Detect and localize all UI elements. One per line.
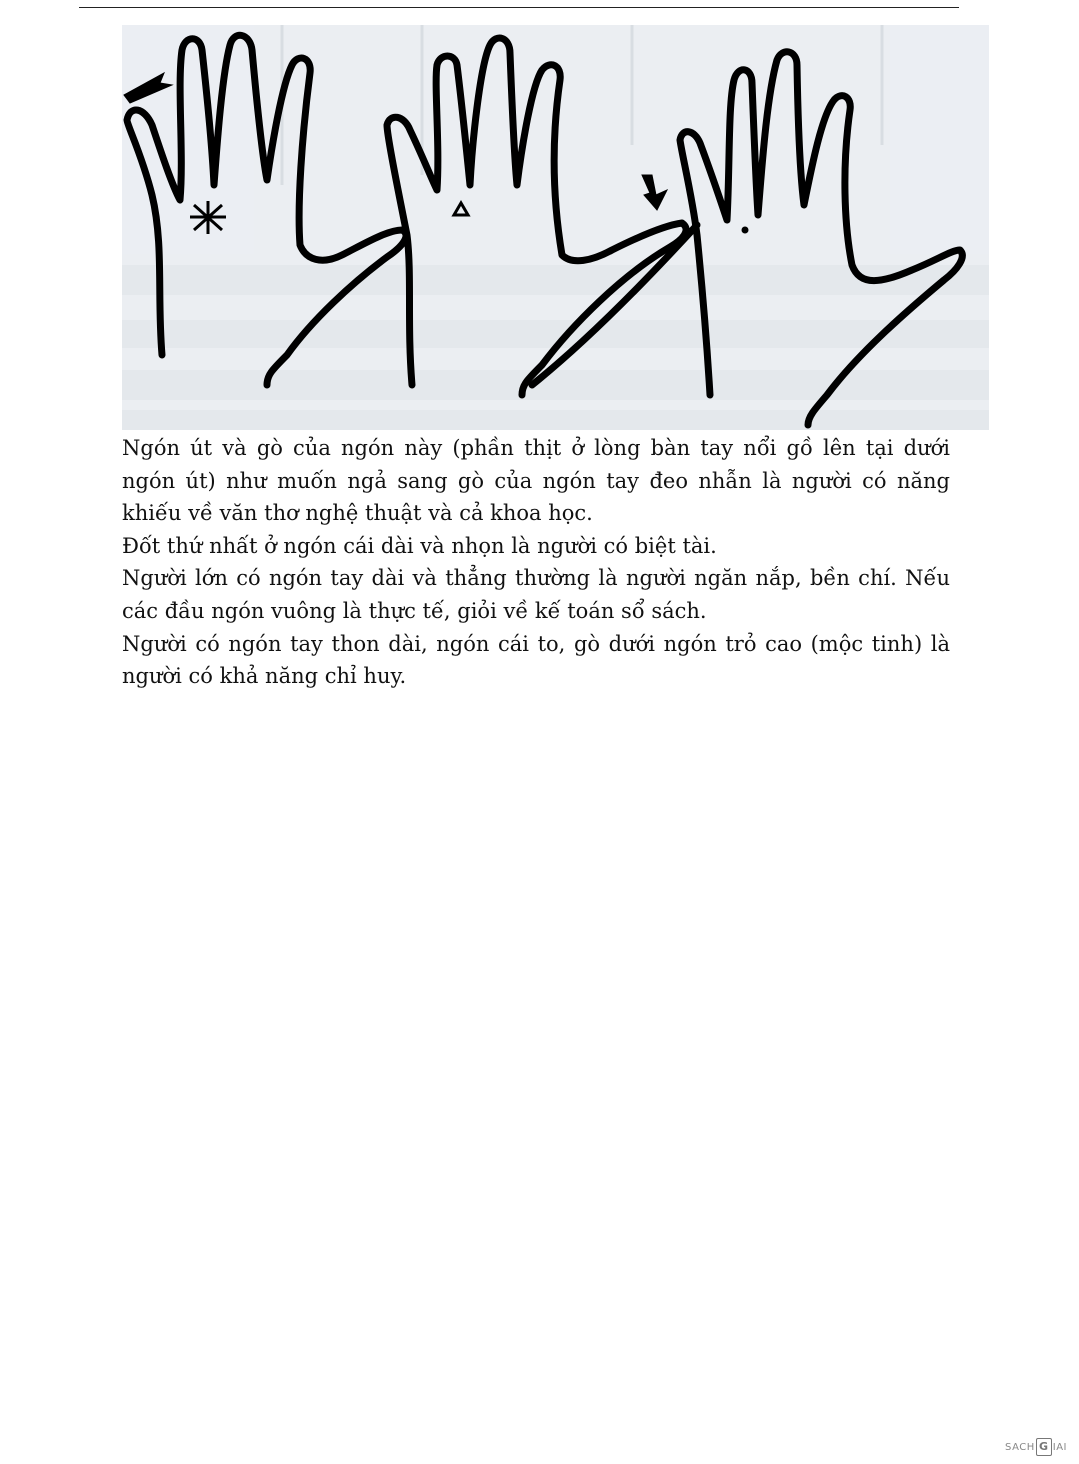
watermark-logo	[1005, 1438, 1067, 1456]
watermark-left: SACH	[1005, 1441, 1035, 1453]
body-text	[122, 432, 950, 693]
paragraph: Đốt thứ nhất ở ngón cái dài và nhọn là người có biệt tài.	[122, 533, 717, 558]
hand-drawings-svg	[122, 25, 989, 430]
paragraph: Người lớn có ngón tay dài và thẳng thường là người ngăn nắp, bền chí. Nếu các đầu ngón vuông là thực tế, giỏi về kế toán sổ sách.	[122, 566, 950, 623]
dot-mark	[742, 227, 748, 233]
paragraph: Người có ngón tay thon dài, ngón cái to, gò dưới ngón trỏ cao (mộc tinh) là người có khả năng chỉ huy.	[122, 631, 950, 689]
watermark-right: IAI	[1052, 1441, 1067, 1453]
watermark-mark: G	[1036, 1438, 1052, 1456]
paragraph: Ngón út và gò của ngón này (phần thịt ở lòng bàn tay nổi gồ lên tại dưới ngón út) như muốn ngả sang gò của ngón tay đeo nhẫn là người có năng khiếu về văn thơ nghệ thuật và cả khoa học.	[122, 436, 950, 526]
hand-illustration	[122, 25, 989, 430]
star-mark	[190, 201, 226, 234]
header-rule	[79, 7, 959, 8]
